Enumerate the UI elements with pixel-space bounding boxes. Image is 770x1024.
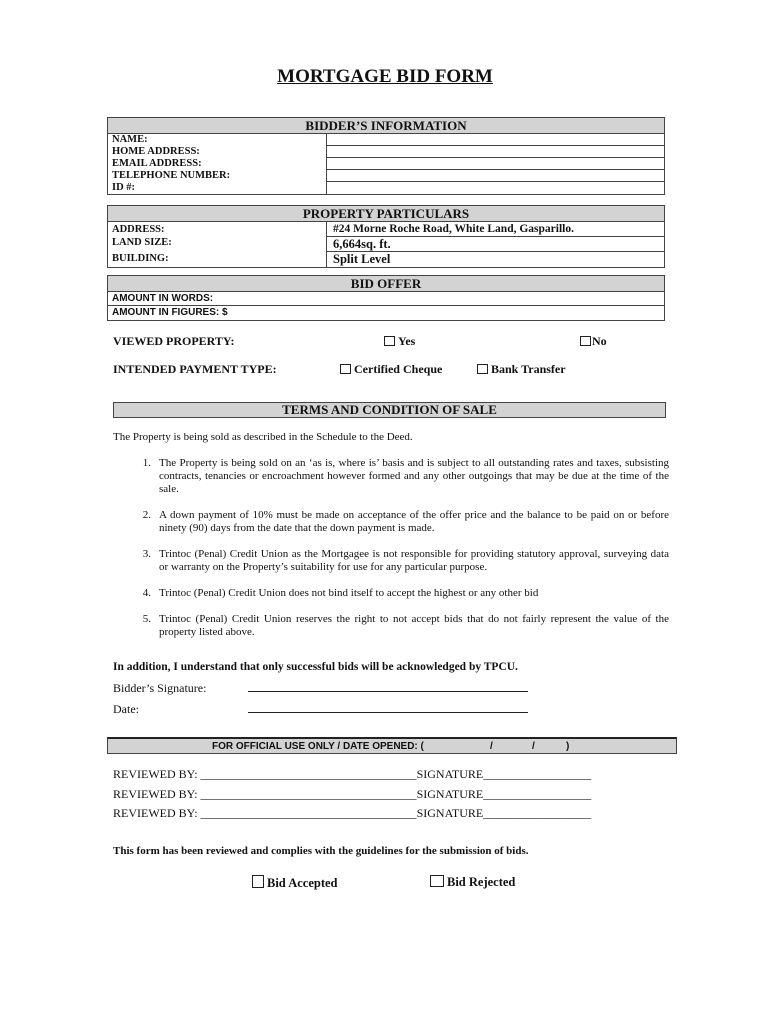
- bidder-info-heading: BIDDER’S INFORMATION: [108, 118, 664, 134]
- bid-accepted-checkbox[interactable]: [252, 875, 264, 888]
- date-close-paren: ): [566, 741, 570, 752]
- list-item: 1. The Property is being sold on an ‘as is, where is’ basis and is subject to all outstanding rates and taxes, subsisting contracts, tenancies or encroachment however formed and any other outgoings that may be due at the time of the sale.: [142, 457, 669, 495]
- viewed-yes-option[interactable]: [384, 334, 415, 349]
- terms-heading: TERMS AND CONDITION OF SALE: [113, 402, 666, 418]
- building-label: BUILDING:: [112, 253, 169, 264]
- official-use-label: FOR OFFICIAL USE ONLY / DATE OPENED: (: [212, 741, 424, 752]
- form-title: MORTGAGE BID FORM: [277, 66, 493, 87]
- email-address-field[interactable]: [327, 158, 664, 170]
- payment-type-label: INTENDED PAYMENT TYPE:: [113, 362, 277, 376]
- terms-list: [113, 457, 669, 652]
- list-item: 5. Trintoc (Penal) Credit Union reserves the right to not accept bids that do not fairly represent the value of the property listed above.: [142, 613, 669, 638]
- name-field[interactable]: [327, 134, 664, 146]
- certified-cheque-checkbox[interactable]: [340, 364, 351, 374]
- home-address-field[interactable]: [327, 146, 664, 158]
- official-use-bar: [107, 737, 677, 754]
- telephone-number-label: TELEPHONE NUMBER:: [112, 170, 231, 181]
- telephone-number-field[interactable]: [327, 170, 664, 182]
- address-label: ADDRESS:: [112, 224, 165, 235]
- bid-accepted-label: Bid Accepted: [267, 876, 338, 890]
- amount-in-words-field[interactable]: AMOUNT IN WORDS:: [108, 292, 664, 306]
- bidder-info-table: [107, 117, 665, 195]
- list-item: 3. Trintoc (Penal) Credit Union as the Mortgagee is not responsible for providing statutory approval, surveying data or warranty on the Property’s suitability for use for any particular purpose.: [142, 548, 669, 573]
- bid-offer-table: [107, 275, 665, 321]
- certified-cheque-option[interactable]: [340, 362, 442, 377]
- bid-accepted-option[interactable]: [252, 875, 337, 891]
- bid-offer-heading: BID OFFER: [108, 276, 664, 292]
- bank-transfer-option[interactable]: [477, 362, 566, 377]
- final-note: This form has been reviewed and complies with the guidelines for the submission of bids.: [113, 845, 529, 857]
- bid-rejected-option[interactable]: [430, 875, 515, 890]
- bid-rejected-checkbox[interactable]: [430, 875, 444, 887]
- review-row-2[interactable]: REVIEWED BY: ____________________________________SIGNATURE__________________: [113, 787, 592, 801]
- list-item: 2. A down payment of 10% must be made on acceptance of the offer price and the balance to be paid on or before ninety (90) days from the date that the down payment is made.: [142, 509, 669, 534]
- email-address-label: EMAIL ADDRESS:: [112, 158, 202, 169]
- id-field[interactable]: [327, 182, 664, 194]
- terms-intro: The Property is being sold as described in the Schedule to the Deed.: [113, 431, 413, 443]
- bank-transfer-label: Bank Transfer: [491, 362, 566, 376]
- building-value: Split Level: [333, 252, 391, 266]
- property-heading: PROPERTY PARTICULARS: [108, 206, 664, 222]
- no-checkbox[interactable]: [580, 336, 591, 346]
- property-particulars-table: [107, 205, 665, 268]
- yes-label: Yes: [398, 334, 416, 348]
- list-item: 4. Trintoc (Penal) Credit Union does not bind itself to accept the highest or any other bid: [142, 587, 539, 599]
- amount-in-figures-field[interactable]: AMOUNT IN FIGURES: $: [112, 307, 228, 318]
- date-label: Date:: [113, 702, 139, 716]
- no-label: No: [592, 334, 607, 348]
- review-row-1[interactable]: REVIEWED BY: ____________________________________SIGNATURE__________________: [113, 767, 592, 781]
- date-line[interactable]: [248, 712, 528, 713]
- id-label: ID #:: [112, 182, 136, 193]
- bid-rejected-label: Bid Rejected: [447, 875, 516, 889]
- address-value: #24 Morne Roche Road, White Land, Gasparillo.: [327, 222, 664, 237]
- date-slash-2: /: [532, 741, 535, 752]
- yes-checkbox[interactable]: [384, 336, 395, 346]
- viewed-property-label: VIEWED PROPERTY:: [113, 334, 235, 348]
- bank-transfer-checkbox[interactable]: [477, 364, 488, 374]
- land-size-value: 6,664sq. ft.: [327, 237, 664, 252]
- home-address-label: HOME ADDRESS:: [112, 146, 200, 157]
- land-size-label: LAND SIZE:: [112, 237, 172, 248]
- name-label: NAME:: [112, 134, 148, 145]
- review-row-3[interactable]: REVIEWED BY: ____________________________________SIGNATURE__________________: [113, 806, 592, 820]
- acknowledge-statement: In addition, I understand that only successful bids will be acknowledged by TPCU.: [113, 661, 518, 673]
- bidder-signature-line[interactable]: [248, 691, 528, 692]
- viewed-no-option[interactable]: [580, 334, 607, 349]
- date-slash-1: /: [490, 741, 493, 752]
- certified-cheque-label: Certified Cheque: [354, 362, 443, 376]
- bidder-signature-label: Bidder’s Signature:: [113, 681, 207, 695]
